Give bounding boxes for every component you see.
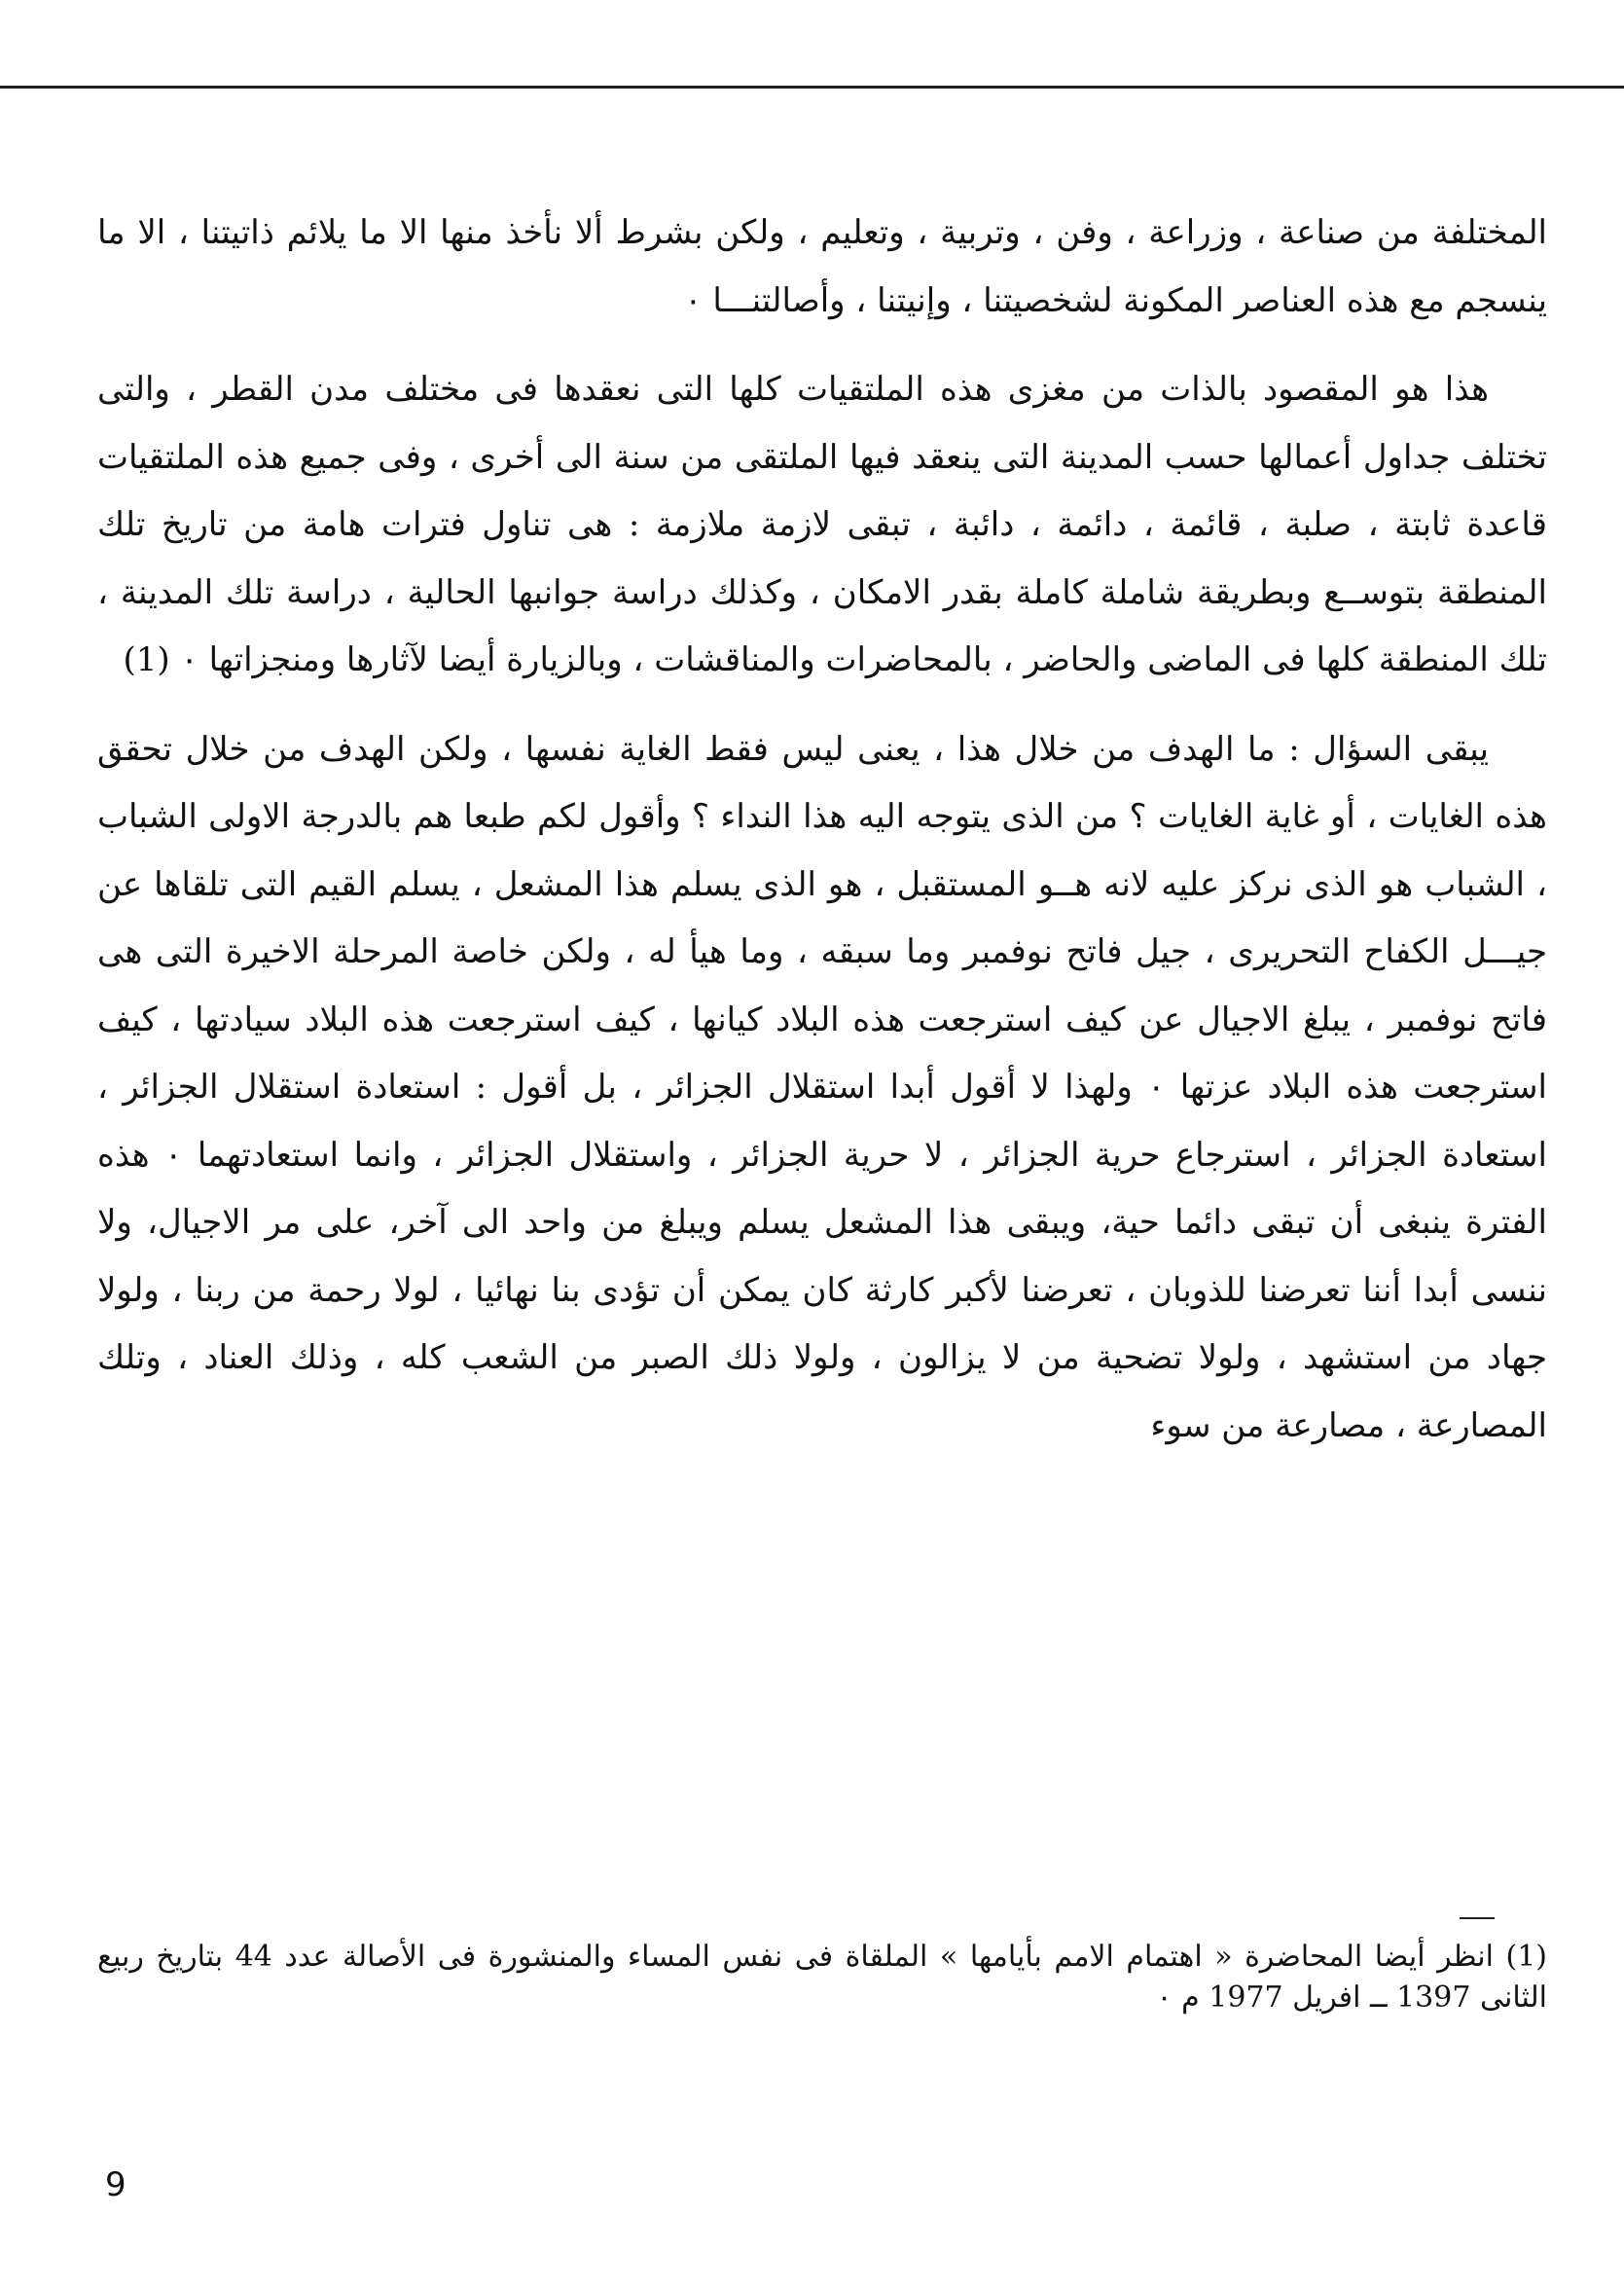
body-text xyxy=(97,200,1547,1481)
header-rule xyxy=(0,86,1624,89)
footnote-rule xyxy=(1460,1917,1495,1919)
paragraph-1: المختلفة من صناعة ، وزراعة ، وفن ، وتربية ، وتعليم ، ولكن بشرط ألا نأخذ منها الا ما يلائم ذاتيتنا ، الا ما ينسجم مع هذه العناصر المكونة لشخصيتنا ، وإنيتنا ، وأصالتنـــا ٠ xyxy=(97,213,1547,320)
paragraph-2: هذا هو المقصود بالذات من مغزى هذه الملتقيات كلها التى نعقدها فى مختلف مدن القطر ، والتى تختلف جداول أعمالها حسب المدينة التى ينعقد فيها الملتقى من سنة الى أخرى ، وفى جميع هذه الملتقيات قاعدة ثابتة ، صلبة ، قائمة ، دائمة ، دائبة ، تبقى لازمة ملازمة : هى تناول فترات هامة من تاريخ تلك المنطقة بتوســع وبطريقة شاملة كاملة بقدر الامكان ، وكذلك دراسة جوانبها الحالية ، دراسة تلك المدينة ، تلك المنطقة كلها فى الماضى والحاضر ، بالمحاضرات والمناقشات ، وبالزيارة أيضا لآثارها ومنجزاتها ٠ (1) xyxy=(97,370,1547,679)
page-number: 9 xyxy=(105,2165,126,2204)
footnote: (1) انظر أيضا المحاضرة « اهتمام الامم بأيامها » الملقاة فى نفس المساء والمنشورة فى الأصالة عدد 44 بتاريخ ربيع الثانى 1397 ــ افريل 1977 م ٠ xyxy=(97,1940,1547,2015)
paragraph-3: يبقى السؤال : ما الهدف من خلال هذا ، يعنى ليس فقط الغاية نفسها ، ولكن الهدف من خلال تحقق هذه الغايات ، أو غاية الغايات ؟ من الذى يتوجه اليه هذا النداء ؟ وأقول لكم طبعا هم بالدرجة الاولى الشباب ، الشباب هو الذى نركز عليه لانه هــو المستقبل ، هو الذى يسلم هذا المشعل ، يسلم القيم التى تلقاها عن جيـــل الكفاح التحريرى ، جيل فاتح نوفمبر وما سبقه ، وما هيأ له ، ولكن خاصة المرحلة الاخيرة التى هى فاتح نوفمبر ، يبلغ الاجيال عن كيف استرجعت هذه البلاد كيانها ، كيف استرجعت هذه البلاد سيادتها ، كيف استرجعت هذه البلاد عزتها ٠ ولهذا لا أقول أبدا استقلال الجزائر ، بل أقول : استعادة استقلال الجزائر ، استعادة الجزائر ، استرجاع حرية الجزائر ، لا حرية الجزائر ، واستقلال الجزائر ، وانما استعادتهما ٠ هذه الفترة ينبغى أن تبقى دائما حية، ويبقى هذا المشعل يسلم ويبلغ من واحد الى آخر، على مر الاجيال، ولا ننسى أبدا أننا تعرضنا للذوبان ، تعرضنا لأكبر كارثة كان يمكن أن تؤدى بنا نهائيا ، لولا رحمة من ربنا ، ولولا جهاد من استشهد ، ولولا تضحية من لا يزالون ، ولولا ذلك الصبر من الشعب كله ، وذلك العناد ، وتلك المصارعة ، مصارعة من سوء xyxy=(97,729,1547,1445)
